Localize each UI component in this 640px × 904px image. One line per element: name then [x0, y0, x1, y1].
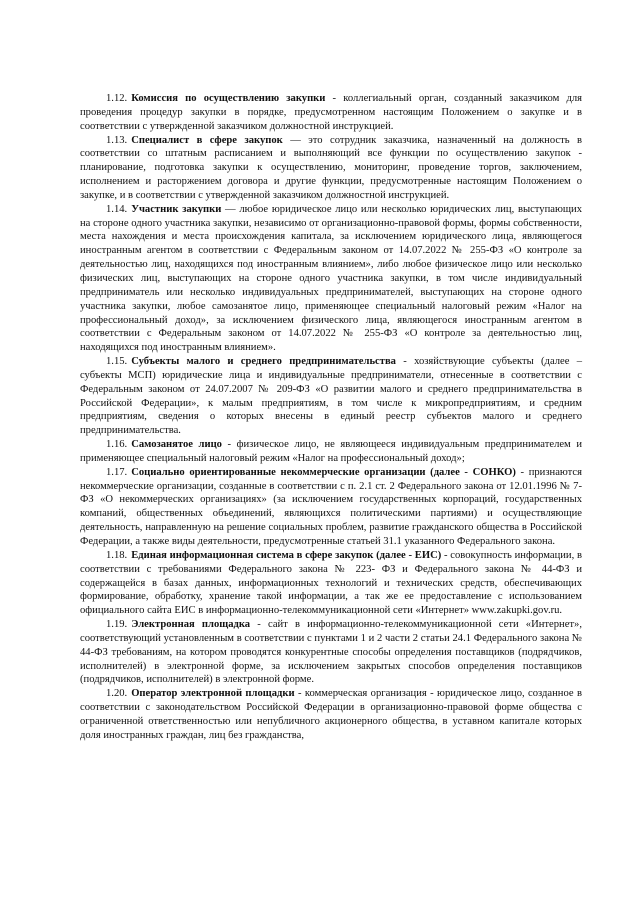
paragraph-1-16	[80, 438, 582, 466]
definition-text: — любое юридическое лицо или несколько юридических лиц, выступающих на стороне одного участника закупки, независимо от организационно-правовой формы, формы собственности, места нахождения и места происхождения капитала, за исключением юридического лица, являющегося иностранным агентом в соответствии с Федеральным законом от 14.07.2022 № 255-ФЗ «О контроле за деятельностью лиц, находящихся под иностранным влиянием», либо любое физическое лицо или несколько физических лиц, выступающих на стороне одного участника закупки, в том числе индивидуальный предприниматель или несколько индивидуальных предпринимателей, выступающих на стороне одного участника закупки, любое самозанятое лицо, применяющее специальный налоговый режим «Налог на профессиональный доход», за исключением физического лица, являющегося иностранным агентом в соответствии с Федеральным законом от 14.07.2022 № 255-ФЗ «О контроле за деятельностью лиц, находящихся под иностранным влиянием».	[80, 203, 582, 354]
definition-text: - коммерческая организация - юридическое лицо, созданное в соответствии с законодательством Российской Федерации в организационно-правовой форме общества с ограниченной ответственностью или непубличного акционерного общества, в уставном капитале которых доля иностранных граждан, лиц без гражданства,	[80, 688, 582, 741]
defined-term: Оператор электронной площадки	[131, 688, 295, 700]
defined-term: Самозанятое лицо	[131, 439, 222, 451]
paragraph-1-18	[80, 549, 582, 618]
defined-term: Субъекты малого и среднего предпринимательства	[131, 356, 396, 368]
paragraph-number: 1.13.	[106, 134, 128, 146]
defined-term: Электронная площадка	[131, 619, 251, 631]
paragraph-number: 1.12.	[106, 93, 128, 104]
paragraph-number: 1.20.	[106, 688, 128, 700]
paragraph-1-12	[80, 92, 582, 134]
paragraph-number: 1.15.	[106, 356, 128, 368]
paragraph-number: 1.14.	[106, 203, 128, 215]
paragraph-1-13	[80, 134, 582, 203]
definition-text: - хозяйствующие субъекты (далее – субъекты МСП) юридические лица и индивидуальные предприниматели, отнесенные в соответствии с Федеральным законом от 24.07.2007 № 209-ФЗ «О развитии малого и среднего предпринимательства в Российской Федерации», к малым предприятиям, в том числе к микропредприятиям, и средним предприятиям, сведения о которых внесены в единый реестр субъектов малого и среднего предпринимательства.	[80, 356, 582, 437]
paragraph-number: 1.17.	[106, 466, 128, 478]
paragraph-number: 1.19.	[106, 619, 128, 631]
paragraph-1-19	[80, 618, 582, 687]
definition-text: - совокупность информации, в соответствии с требованиями Федерального закона № 223- ФЗ и Федерального закона № 44-ФЗ и содержащейся в базах данных, информационных технологий и технических средств, обеспечивающих формирование, обработку, хранение такой информации, а так же ее предоставление с использованием официального сайта ЕИС в информационно-телекоммуникационной сети «Интернет» www.zakupki.gov.ru.	[80, 549, 582, 617]
paragraph-1-17	[80, 466, 582, 549]
defined-term: Единая информационная система в сфере закупок (далее - ЕИС)	[131, 549, 442, 561]
paragraph-1-15	[80, 355, 582, 438]
defined-term: Специалист в сфере закупок	[131, 134, 283, 146]
defined-term: Социально ориентированные некоммерческие организации (далее - СОНКО)	[131, 466, 516, 478]
defined-term: Комиссия по осуществлению закупки	[131, 93, 326, 104]
document-body	[80, 92, 582, 743]
paragraph-number: 1.18.	[106, 549, 128, 561]
paragraph-1-20	[80, 687, 582, 742]
definition-text: - физическое лицо, не являющееся индивидуальным предпринимателем и применяющее специальный налоговый режим «Налог на профессиональный доход»;	[80, 439, 582, 464]
paragraph-1-14	[80, 203, 582, 355]
defined-term: Участник закупки	[131, 203, 222, 215]
definition-text: - признаются некоммерческие организации, созданные в соответствии с п. 2.1 ст. 2 Федерального закона от 12.01.1996 № 7-ФЗ «О некоммерческих организациях» (за исключением государственных корпораций, государственных компаний, общественных объединений, являющихся политическими партиями) и осуществляющие деятельность, направленную на решение социальных проблем, развитие гражданского общества в Российской Федерации, а также виды деятельности, предусмотренные статьей 31.1 указанного Федерального закона.	[80, 466, 583, 547]
definition-text: - коллегиальный орган, созданный заказчиком для проведения процедур закупки в порядке, предусмотренном настоящим Положением о закупке и в соответствии с утвержденной заказчиком должностной инструкцией.	[80, 93, 583, 132]
definition-text: — это сотрудник заказчика, назначенный на должность в соответствии со штатным расписанием и выполняющий все функции по осуществлению закупок - планирование, подготовка закупки к осуществлению, мониторинг, проведение торгов, заключением, исполнением и расторжением договора и другие функции, предусмотренные настоящим Положением о закупке, и в соответствии с утвержденной заказчиком должностной инструкцией.	[80, 134, 583, 201]
paragraph-number: 1.16.	[106, 439, 128, 451]
definition-text: - сайт в информационно-телекоммуникационной сети «Интернет», соответствующий установленным в соответствии с пунктами 1 и 2 части 2 статьи 24.1 Федерального закона № 44-ФЗ требованиям, на котором проводятся конкурентные способы определения поставщиков (подрядчиков, исполнителей) в электронной форме, за исключением закрытых способов определения поставщиков (подрядчиков, исполнителей) в электронной форме.	[80, 619, 582, 686]
